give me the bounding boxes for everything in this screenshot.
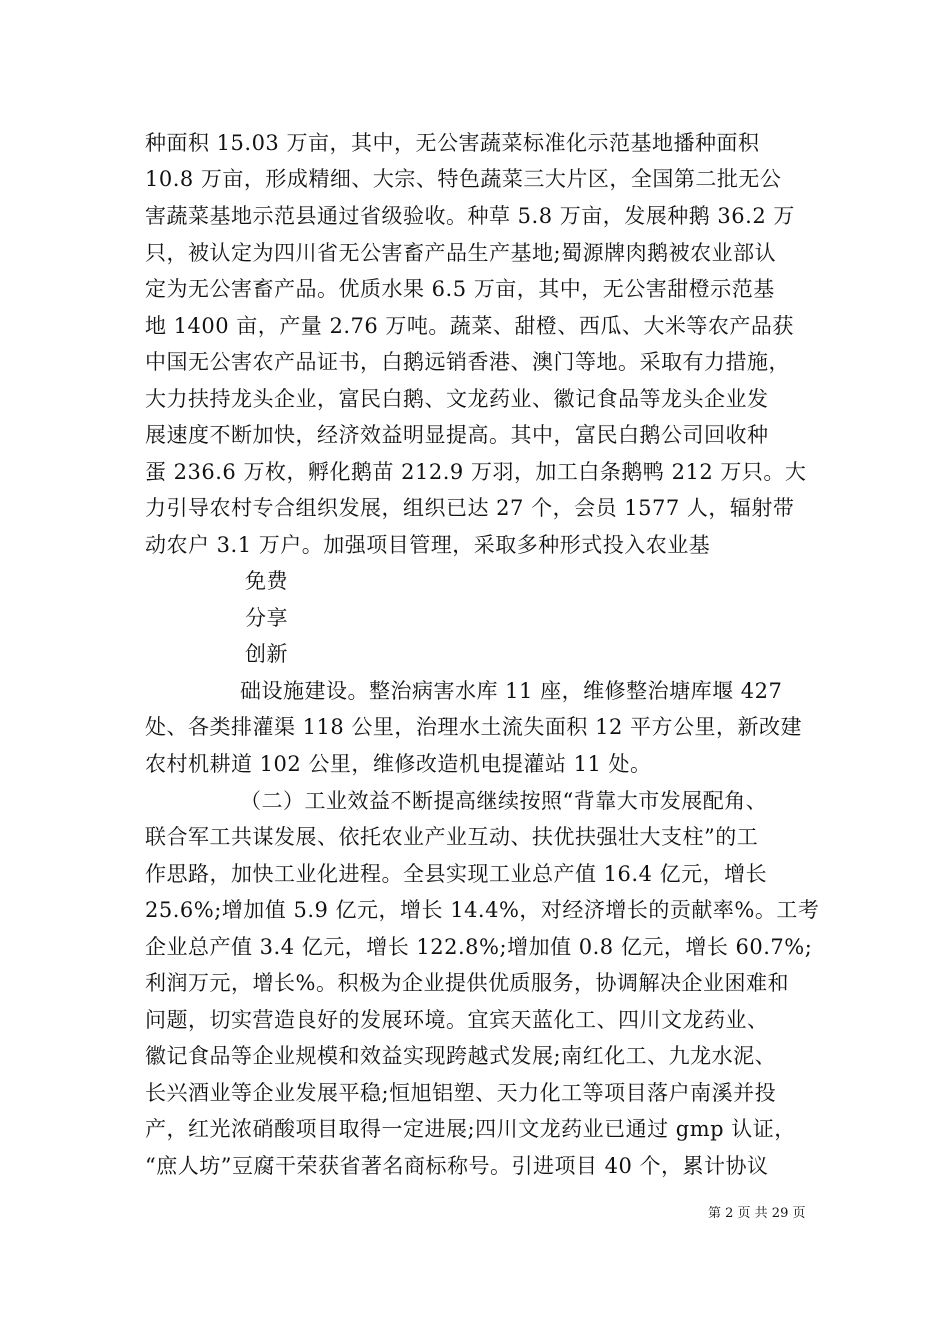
page-number-footer: 第 2 页 共 29 页 <box>708 1206 806 1221</box>
text-line: 企业总产值 3.4 亿元，增长 122.8%;增加值 0.8 亿元，增长 60.7%; <box>145 935 813 959</box>
text-line: 中国无公害农产品证书，白鹅远销香港、澳门等地。采取有力措施， <box>145 350 790 374</box>
text-line: “庶人坊”豆腐干荣获省著名商标称号。引进项目 40 个，累计协议 <box>145 1154 769 1178</box>
watermark-text: 免费 <box>245 569 288 593</box>
section-heading-line: （二）工业效益不断提高继续按照“背靠大市发展配角、 <box>240 789 768 813</box>
text-line: 只，被认定为四川省无公害畜产品生产基地;蜀源牌肉鹅被农业部认 <box>145 241 777 265</box>
text-line: 25.6%;增加值 5.9 亿元，增长 14.4%，对经济增长的贡献率%。工考 <box>145 898 820 922</box>
text-line: 大力扶持龙头企业，富民白鹅、文龙药业、徽记食品等龙头企业发 <box>145 387 769 411</box>
text-line: 问题，切实营造良好的发展环境。宜宾天蓝化工、四川文龙药业、 <box>145 1008 769 1032</box>
text-line: 产，红光浓硝酸项目取得一定进展;四川文龙药业已通过 gmp 认证， <box>145 1117 796 1141</box>
text-line: 徽记食品等企业规模和效益实现跨越式发展;南红化工、九龙水泥、 <box>145 1044 777 1068</box>
text-line: 长兴酒业等企业发展平稳;恒旭铝塑、天力化工等项目落户南溪并投 <box>145 1081 777 1105</box>
text-line: 农村机耕道 102 公里，维修改造机电提灌站 11 处。 <box>145 752 652 776</box>
text-line: 作思路，加快工业化进程。全县实现工业总产值 16.4 亿元，增长 <box>145 862 768 886</box>
text-line: 定为无公害畜产品。优质水果 6.5 万亩，其中，无公害甜橙示范基 <box>145 277 775 301</box>
text-line: 害蔬菜基地示范县通过省级验收。种草 5.8 万亩，发展种鹅 36.2 万 <box>145 204 795 228</box>
text-line: 蛋 236.6 万枚，孵化鹅苗 212.9 万羽，加工白条鹅鸭 212 万只。大 <box>145 460 807 484</box>
watermark-text: 分享 <box>245 606 288 630</box>
text-line: 处、各类排灌渠 118 公里，治理水土流失面积 12 平方公里，新改建 <box>145 715 803 739</box>
text-line: 种面积 15.03 万亩，其中，无公害蔬菜标准化示范基地播种面积 <box>145 131 760 155</box>
text-line: 地 1400 亩，产量 2.76 万吨。蔬菜、甜橙、西瓜、大米等农产品获 <box>145 314 794 338</box>
text-line: 础设施建设。整治病害水库 11 座，维修整治塘库堰 427 <box>240 679 783 703</box>
text-line: 力引导农村专合组织发展，组织已达 27 个，会员 1577 人，辐射带 <box>145 496 795 520</box>
text-line: 利润万元，增长%。积极为企业提供优质服务，协调解决企业困难和 <box>145 971 789 995</box>
text-line: 联合军工共谋发展、依托农业产业互动、扶优扶强壮大支柱”的工 <box>145 825 759 849</box>
text-line: 动农户 3.1 万户。加强项目管理，采取多种形式投入农业基 <box>145 533 711 557</box>
text-line: 10.8 万亩，形成精细、大宗、特色蔬菜三大片区，全国第二批无公 <box>145 167 782 191</box>
text-line: 展速度不断加快，经济效益明显提高。其中，富民白鹅公司回收种 <box>145 423 769 447</box>
watermark-text: 创新 <box>245 642 288 666</box>
